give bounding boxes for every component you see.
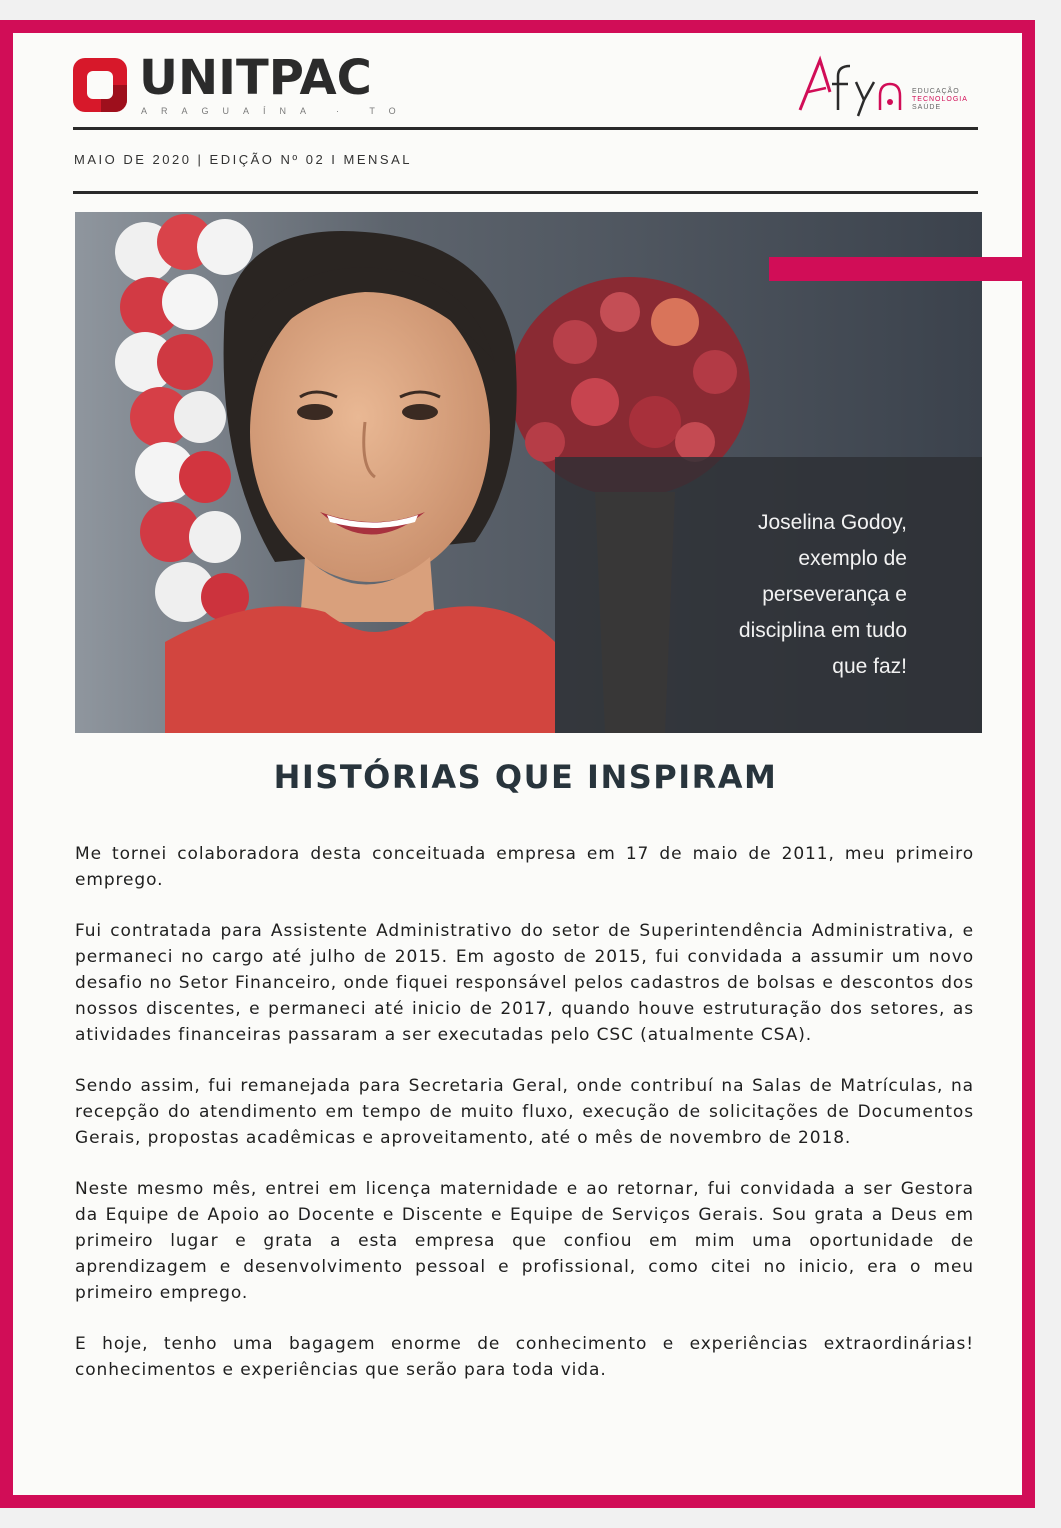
afya-tag-3: SAÚDE — [912, 104, 942, 111]
afya-tagline — [912, 88, 968, 112]
afya-tag-1: EDUCAÇÃO — [912, 88, 960, 95]
afya-logo-icon — [798, 52, 908, 118]
paragraph-3: Sendo assim, fui remanejada para Secretaria Geral, onde contribuí na Salas de Matrículas, na recepção do atendimento em tempo de muito fluxo, execução de solicitações de Documentos Gerais, propostas acadêmicas e aproveitamento, até o mês de novembro de 2018. — [75, 1076, 974, 1148]
unitpac-logo — [73, 50, 413, 116]
brand-name: UNITPAC — [139, 50, 372, 106]
paragraph-1: Me tornei colaboradora desta conceituada empresa em 17 de maio de 2011, meu primeiro emprego. — [75, 844, 974, 890]
brand-subtitle: ARAGUAÍNA · TO — [141, 106, 410, 116]
afya-logo — [798, 52, 988, 118]
accent-bar — [769, 257, 1032, 281]
unitpac-logo-icon — [73, 58, 127, 112]
paragraph-4: Neste mesmo mês, entrei em licença maternidade e ao retornar, fui convidada a ser Gestora da Equipe de Apoio ao Docente e Discente e Equipe de Serviços Gerais. Sou grata a Deus em primeiro lugar e grata a esta empresa que confiou em mim uma oportunidade de aprendizagem e desenvolvimento pessoal e profissional, como citei no inicio, era o meu primeiro emprego. — [75, 1179, 974, 1303]
afya-tag-2: TECNOLOGIA — [912, 96, 968, 103]
edition-line: MAIO DE 2020 | EDIÇÃO Nº 02 I MENSAL — [74, 152, 412, 167]
article-body — [75, 842, 974, 1410]
header-divider-bottom — [73, 191, 978, 194]
paragraph-2: Fui contratada para Assistente Administrativo do setor de Superintendência Administrativa, e permaneci no cargo até julho de 2015. Em agosto de 2015, fui convidada a assumir um novo desafio no Setor Financeiro, onde fiquei responsável pelos cadastros de bolsas e descontos dos nossos discentes, e permaneci até inicio de 2017, quando houve estruturação dos setores, as atividades financeiras passaram a ser executadas pelo CSC (atualmente CSA). — [75, 921, 974, 1045]
header-divider-top — [73, 127, 978, 130]
article-title: HISTÓRIAS QUE INSPIRAM — [273, 758, 778, 796]
photo-caption: Joselina Godoy, exemplo de perseverança e disciplina em tudo que faz! — [738, 511, 907, 678]
paragraph-5: E hoje, tenho uma bagagem enorme de conhecimento e experiências extraordinárias! conhecimentos e experiências que serão para toda vida. — [75, 1334, 974, 1380]
